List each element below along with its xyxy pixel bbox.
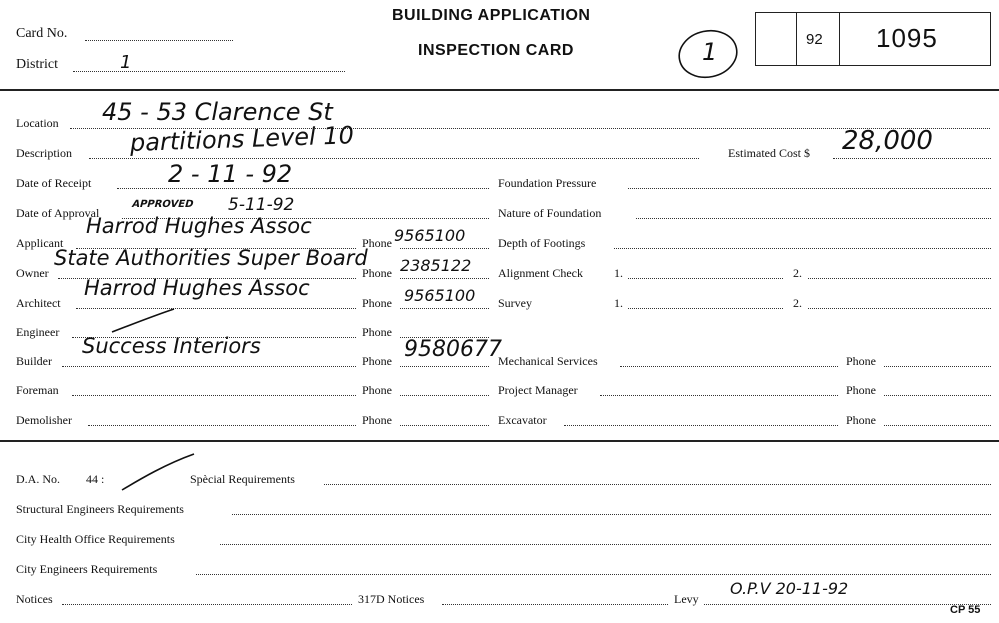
- architect-phone: 9565100: [404, 286, 476, 305]
- excavator-line: [564, 425, 838, 426]
- description-value: partitions Level 10: [129, 121, 355, 157]
- builder-phone-line: [400, 366, 489, 367]
- description-label: Description: [16, 146, 72, 160]
- builder-value: Success Interiors: [82, 334, 261, 358]
- foundation-pressure-line: [628, 188, 991, 189]
- architect-phone-line: [400, 308, 489, 309]
- foreman-phone-label: Phone: [362, 383, 392, 397]
- alignment-check-2-line: [808, 278, 991, 279]
- foreman-label: Foreman: [16, 383, 59, 397]
- engineer-phone-label: Phone: [362, 325, 392, 339]
- applicant-phone-label: Phone: [362, 236, 392, 250]
- city-engineers-requirements-label: City Engineers Requirements: [16, 562, 158, 576]
- card-number-box-blank: [755, 12, 797, 66]
- estimated-cost-line: [833, 158, 991, 159]
- applicant-value: Harrod Hughes Assoc: [86, 214, 312, 238]
- mechanical-phone-label: Phone: [846, 354, 876, 368]
- nature-of-foundation-line: [636, 218, 991, 219]
- health-requirements-line: [220, 544, 991, 545]
- foreman-phone-line: [400, 395, 489, 396]
- builder-phone-label: Phone: [362, 354, 392, 368]
- excavator-phone-line: [884, 425, 991, 426]
- demolisher-label: Demolisher: [16, 413, 72, 427]
- location-value: 45 - 53 Clarence St: [102, 98, 333, 126]
- form-title-line2: INSPECTION CARD: [418, 42, 574, 59]
- project-manager-phone-label: Phone: [846, 383, 876, 397]
- applicant-label: Applicant: [16, 236, 64, 250]
- demolisher-phone-label: Phone: [362, 413, 392, 427]
- architect-phone-label: Phone: [362, 296, 392, 310]
- notices-317d-line: [442, 604, 668, 605]
- levy-value: O.P.V 20-11-92: [730, 579, 849, 598]
- district-line: [73, 71, 345, 72]
- alignment-check-1-line: [628, 278, 783, 279]
- owner-phone-line: [400, 278, 489, 279]
- date-of-receipt-line: [117, 188, 489, 189]
- card-year: 92: [806, 31, 823, 48]
- notices-line: [62, 604, 352, 605]
- circled-number-value: 1: [702, 38, 718, 66]
- excavator-label: Excavator: [498, 413, 547, 427]
- applicant-phone-line: [400, 248, 489, 249]
- architect-value: Harrod Hughes Assoc: [84, 276, 310, 300]
- card-no-label: Card No.: [16, 26, 68, 41]
- mechanical-services-label: Mechanical Services: [498, 354, 598, 368]
- top-rule: [0, 89, 999, 91]
- project-manager-label: Project Manager: [498, 383, 578, 397]
- form-code: CP 55: [950, 604, 981, 616]
- middle-rule: [0, 440, 999, 442]
- circled-number: [676, 28, 740, 80]
- engineer-label: Engineer: [16, 325, 60, 339]
- owner-value: State Authorities Super Board: [54, 246, 368, 270]
- notices-label: Notices: [16, 592, 53, 606]
- date-of-approval-label: Date of Approval: [16, 206, 100, 220]
- slash-mark-icon: [108, 306, 178, 336]
- estimated-cost-value: 28,000: [842, 126, 933, 156]
- project-manager-line: [600, 395, 838, 396]
- applicant-phone: 9565100: [394, 226, 466, 245]
- architect-label: Architect: [16, 296, 61, 310]
- location-label: Location: [16, 116, 59, 130]
- foreman-line: [72, 395, 356, 396]
- date-of-approval-value: 5-11-92: [228, 195, 295, 215]
- nature-of-foundation-label: Nature of Foundation: [498, 206, 602, 220]
- foundation-pressure-label: Foundation Pressure: [498, 176, 597, 190]
- card-number-box-main: [839, 12, 991, 66]
- check-stroke-icon: [118, 452, 198, 492]
- special-requirements-line: [324, 484, 991, 485]
- alignment-check-label: Alignment Check: [498, 266, 583, 280]
- survey-1: 1.: [614, 296, 623, 310]
- excavator-phone-label: Phone: [846, 413, 876, 427]
- survey-label: Survey: [498, 296, 532, 310]
- builder-line: [62, 366, 356, 367]
- depth-of-footings-line: [614, 248, 991, 249]
- form-title-line1: BUILDING APPLICATION: [392, 7, 591, 24]
- date-of-receipt-value: 2 - 11 - 92: [168, 160, 293, 188]
- owner-phone: 2385122: [400, 256, 472, 275]
- mechanical-services-line: [620, 366, 838, 367]
- mechanical-phone-line: [884, 366, 991, 367]
- levy-label: Levy: [674, 592, 699, 606]
- owner-label: Owner: [16, 266, 49, 280]
- survey-2: 2.: [793, 296, 802, 310]
- builder-phone: 9580677: [404, 337, 502, 362]
- depth-of-footings-label: Depth of Footings: [498, 236, 586, 250]
- structural-requirements-line: [232, 514, 991, 515]
- card-no-line: [85, 40, 233, 41]
- district-value: 1: [120, 52, 132, 73]
- structural-requirements-label: Structural Engineers Requirements: [16, 502, 184, 516]
- demolisher-phone-line: [400, 425, 489, 426]
- survey-1-line: [628, 308, 783, 309]
- city-engineers-requirements-line: [196, 574, 991, 575]
- survey-2-line: [808, 308, 991, 309]
- approved-stamp: APPROVED: [130, 199, 195, 210]
- card-number: 1095: [876, 23, 938, 53]
- da-no-value: 44 :: [86, 472, 105, 486]
- builder-label: Builder: [16, 354, 52, 368]
- demolisher-line: [88, 425, 356, 426]
- notices-317d-label: 317D Notices: [358, 592, 425, 606]
- alignment-check-2: 2.: [793, 266, 802, 280]
- estimated-cost-label: Estimated Cost $: [728, 146, 810, 160]
- alignment-check-1: 1.: [614, 266, 623, 280]
- da-no-label: D.A. No.: [16, 472, 60, 486]
- project-manager-phone-line: [884, 395, 991, 396]
- district-label: District: [16, 57, 58, 72]
- card-number-box-year: [796, 12, 840, 66]
- description-line: [89, 158, 699, 159]
- health-requirements-label: City Health Office Requirements: [16, 532, 175, 546]
- owner-phone-label: Phone: [362, 266, 392, 280]
- levy-line: [704, 604, 991, 605]
- special-requirements-label: Spècial Requirements: [190, 472, 295, 486]
- date-of-receipt-label: Date of Receipt: [16, 176, 92, 190]
